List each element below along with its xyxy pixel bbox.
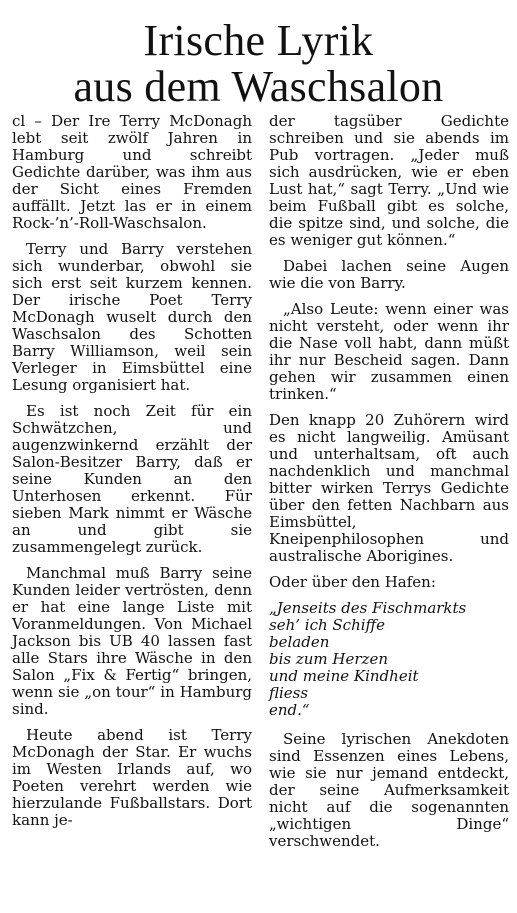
poem-line: und meine Kindheit (269, 667, 419, 685)
poem-line: end.“ (269, 701, 310, 719)
paragraph: „Also Leute: wenn einer was nicht versteht, oder wenn ihr die Nase voll habt, dann müßt ihr nur Bescheid sagen. Dann gehen wir zusammen einen trinken.“ (269, 300, 509, 403)
paragraph: Es ist noch Zeit für ein Schwätzchen, und augenzwinkernd erzählt der Salon-Besitzer Barry, daß er seine Kunden an den Unterhosen erkennt. Für sieben Mark nimmt er Wäsche an und gibt sie zusammengelegt zurück. (12, 402, 252, 556)
headline (0, 0, 517, 110)
paragraph: Terry und Barry verstehen sich wunderbar, obwohl sie sich erst seit kurzem kennen. Der irische Poet Terry McDonagh wuselt durch den Waschsalon des Schotten Barry Williamson, weil sein Verleger in Eimsbüttel eine Lesung organisiert hat. (12, 240, 252, 394)
paragraph: der tagsüber Gedichte schreiben und sie abends im Pub vortragen. „Jeder muß sich ausdrücken, wie er eben Lust hat,“ sagt Terry. „Und wie beim Fußball gibt es solche, die spitze sind, und solche, die es weniger gut können.“ (269, 112, 509, 249)
paragraph: Manchmal muß Barry seine Kunden leider vertrösten, denn er hat eine lange Liste mit Voranmeldungen. Von Michael Jackson bis UB 40 lassen fast alle Stars ihre Wäsche in den Salon „Fix & Fertig“ bringen, wenn sie „on tour“ in Hamburg sind. (12, 564, 252, 718)
paragraph-closing: Seine lyrischen Anekdoten sind Essenzen eines Lebens, wie sie nur jemand entdeckt, der seine Aufmerksamkeit nicht auf die sogenannten „wichtigen Dinge“ verschwendet. (269, 730, 509, 850)
poem-line: „Jenseits des Fischmarkts (269, 599, 467, 617)
poem-line: fliess (269, 684, 309, 702)
column-left (12, 113, 252, 859)
poem-quote (269, 600, 509, 719)
column-right (269, 113, 509, 859)
article-columns (12, 113, 509, 859)
paragraph: Oder über den Hafen: (269, 573, 436, 591)
poem-line: beladen (269, 633, 330, 651)
headline-line-1: Irische Lyrik (143, 16, 374, 65)
headline-line-2: aus dem Waschsalon (73, 62, 444, 111)
poem-line: seh’ ich Schiffe (269, 616, 386, 634)
paragraph-lead: cl – Der Ire Terry McDonagh lebt seit zwölf Jahren in Hamburg und schreibt Gedichte darüber, was ihm aus der Sicht eines Fremden auffällt. Jetzt las er in einem Rock-’n’-Roll-Waschsalon. (12, 112, 252, 232)
paragraph: Dabei lachen seine Augen wie die von Barry. (269, 257, 509, 292)
poem-line: bis zum Herzen (269, 650, 388, 668)
paragraph: Heute abend ist Terry McDonagh der Star. Er wuchs im Westen Irlands auf, wo Poeten verehrt werden wie hierzulande Fußballstars. Dort kann je- (12, 726, 252, 829)
paragraph: Den knapp 20 Zuhörern wird es nicht langweilig. Amüsant und unterhaltsam, oft auch nachdenklich und manchmal bitter wirken Terrys Gedichte über den fetten Nachbarn aus Eimsbüttel, Kneipenphilosophen und australische Aborigines. (269, 411, 509, 565)
